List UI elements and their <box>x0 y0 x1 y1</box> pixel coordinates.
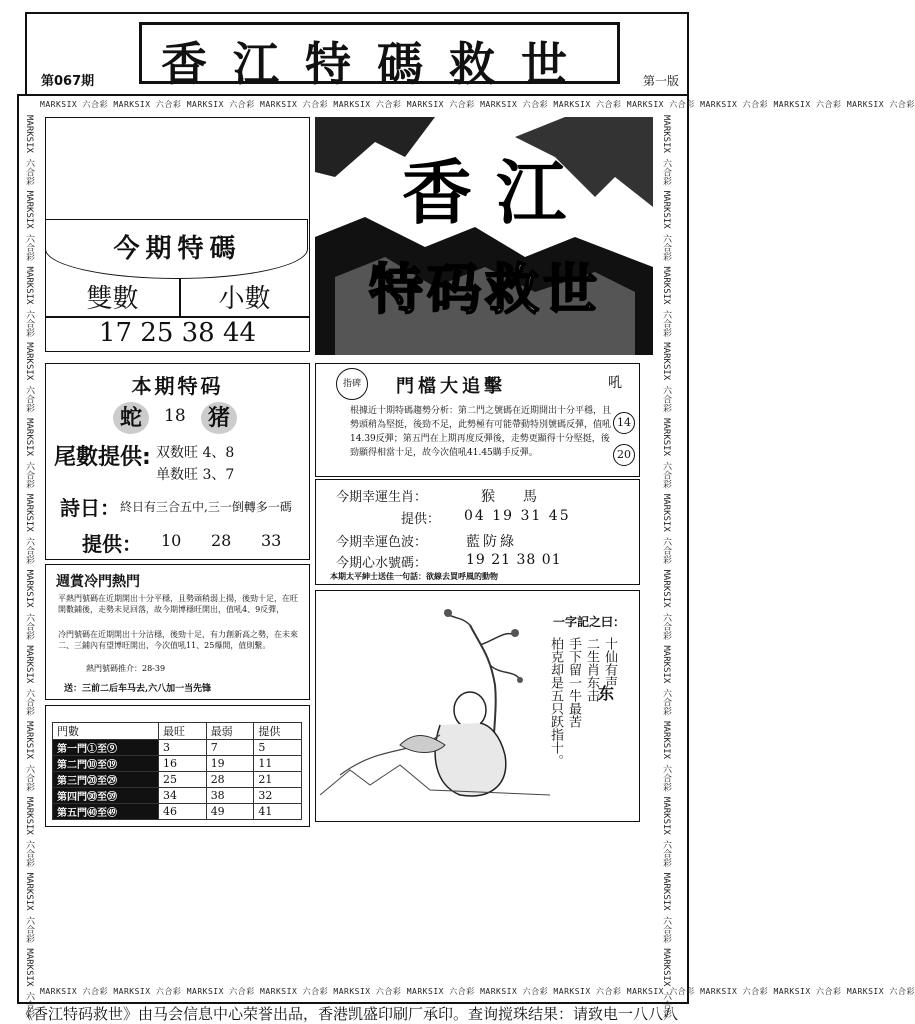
stats-header-min: 最弱 <box>206 723 254 740</box>
lucky-color-value: 藍防綠 <box>466 534 517 550</box>
edition-label: 第一版 <box>642 74 679 88</box>
table-cell-max: 3 <box>159 740 207 756</box>
stats-header-max: 最旺 <box>159 723 207 740</box>
masthead <box>25 12 689 96</box>
word-title: 一字記之曰： <box>552 615 625 629</box>
hotcold-text-3: 熱門號碼推介：28-39 <box>86 664 166 673</box>
poem-text: 終日有三合五中,三一倒轉多一碼 <box>120 500 292 514</box>
provide-num-1: 10 <box>161 531 182 550</box>
stats-header-pick: 提供 <box>254 723 302 740</box>
table-cell-max: 46 <box>159 804 207 820</box>
lucky-provide-value: 04 19 31 45 <box>464 508 571 524</box>
special-numbers: 17 25 38 44 <box>98 318 257 348</box>
word-char: 东 <box>598 684 615 703</box>
hotcold-title: 週賞冷門熱門 <box>56 574 140 590</box>
table-cell-min: 28 <box>206 772 254 788</box>
table-row <box>53 740 302 756</box>
zodiac-2: 猪 <box>201 402 237 434</box>
word-box <box>548 595 634 815</box>
zodiac-number: 18 <box>164 406 186 426</box>
stats-panel <box>45 705 310 827</box>
table-cell-pick: 21 <box>254 772 302 788</box>
gate-num-2: 20 <box>613 444 635 466</box>
table-cell-max: 16 <box>159 756 207 772</box>
zodiac-panel <box>45 363 310 560</box>
issue-number: 第067期 <box>41 74 95 89</box>
lucky-provide-label: 提供： <box>401 512 441 527</box>
lucky-color-label: 今期幸運色波： <box>336 535 428 550</box>
hotcold-panel <box>45 564 310 700</box>
table-cell-max: 34 <box>159 788 207 804</box>
special-panel <box>45 117 310 352</box>
gate-suffix: 吼 <box>608 375 622 391</box>
table-row <box>53 804 302 820</box>
tail-label: 尾數提供: <box>54 445 151 470</box>
table-cell-max: 25 <box>159 772 207 788</box>
illustration-panel <box>315 590 640 822</box>
top-marquee: MARKSIX 六合彩 MARKSIX 六合彩 MARKSIX 六合彩 MARKSIX 六合彩 MARKSIX 六合彩 MARKSIX 六合彩 MARKSIX 六合彩 MARKSIX 六合彩 MARKSIX 六合彩 MARKSIX 六合彩 MARKSIX 六合彩 MARKSIX 六合彩 <box>40 100 915 109</box>
special-col-left: 雙數 <box>86 284 139 314</box>
table-cell-pick: 11 <box>254 756 302 772</box>
zodiac-1: 蛇 <box>113 402 149 434</box>
table-row <box>53 772 302 788</box>
lucky-heart-label: 今期心水號碼： <box>336 556 428 571</box>
footer-text: 《香江特码救世》由马会信息中心荣誉出品，香港凯盛印刷厂承印。查询搅珠结果：请致电一八八八 <box>18 1005 679 1023</box>
table-cell-gate: 第四門㉚至㊴ <box>53 788 159 804</box>
lucky-zodiac-label: 今期幸運生肖： <box>336 490 428 505</box>
table-cell-min: 38 <box>206 788 254 804</box>
stats-table <box>52 722 302 820</box>
stats-header-row <box>53 723 302 740</box>
hotcold-send: 送：三前二后车马去,六八加一当先锋 <box>64 684 212 694</box>
masthead-title: 香江特碼救世 <box>161 37 593 91</box>
gate-title: 門檔大追擊 <box>396 376 506 397</box>
lucky-panel <box>315 479 640 585</box>
hotcold-text-2: 冷門號碼在近期開出十分沽穩，後勁十足，有力創新高之勢，在未來二、三鋪內有望博旺開出，今次值吼11、25爆開，值則繫。 <box>58 630 298 650</box>
logo-line1: 香 江 <box>401 152 567 234</box>
gate-num-1: 14 <box>613 412 635 434</box>
special-col-right: 小數 <box>218 284 271 314</box>
table-cell-gate: 第三門⑳至㉙ <box>53 772 159 788</box>
gate-panel <box>315 363 640 477</box>
table-row <box>53 788 302 804</box>
table-cell-gate: 第一門①至⑨ <box>53 740 159 756</box>
word-col-2: 二生肖东击 <box>584 637 599 702</box>
table-row <box>53 756 302 772</box>
table-cell-pick: 32 <box>254 788 302 804</box>
sage-illustration <box>320 595 550 815</box>
table-cell-gate: 第二門⑩至⑲ <box>53 756 159 772</box>
provide-label: 提供： <box>82 532 142 556</box>
gate-text: 根據近十期特碼趨勢分析：第二門之號碼在近期開出十分平穩，且勢頭稍為堅挺，後勁不足，此勢極有可能帶動特別號碼反彈，值吼14.39反彈；第五門在上期再度反彈後，走勢更顯得十分堅挺，後勁顯得相當十足，故今次值吼41.45購手反彈。 <box>350 406 612 458</box>
zodiac-title: 本期特码 <box>131 374 224 398</box>
tail-double: 双数旺 4、8 <box>156 445 235 461</box>
logo-panel <box>315 117 653 355</box>
provide-num-3: 33 <box>261 531 282 550</box>
word-col-3: 手下留一牛最苦 <box>566 637 581 728</box>
lucky-zodiac-value: 猴 馬 <box>481 489 537 505</box>
bottom-marquee: MARKSIX 六合彩 MARKSIX 六合彩 MARKSIX 六合彩 MARKSIX 六合彩 MARKSIX 六合彩 MARKSIX 六合彩 MARKSIX 六合彩 MARKSIX 六合彩 MARKSIX 六合彩 MARKSIX 六合彩 MARKSIX 六合彩 MARKSIX 六合彩 <box>40 987 915 996</box>
word-col-1: 十仙有声 <box>602 637 617 689</box>
provide-num-2: 28 <box>211 531 232 550</box>
left-marquee: MARKSIX 六合彩 MARKSIX 六合彩 MARKSIX 六合彩 MARKSIX 六合彩 MARKSIX 六合彩 MARKSIX 六合彩 MARKSIX 六合彩 MARKSIX 六合彩 MARKSIX 六合彩 MARKSIX 六合彩 MARKSIX 六合彩 MARKSIX 六合彩 <box>24 115 34 1019</box>
right-marquee: MARKSIX 六合彩 MARKSIX 六合彩 MARKSIX 六合彩 MARKSIX 六合彩 MARKSIX 六合彩 MARKSIX 六合彩 MARKSIX 六合彩 MARKSIX 六合彩 MARKSIX 六合彩 MARKSIX 六合彩 MARKSIX 六合彩 MARKSIX 六合彩 <box>661 115 671 1019</box>
lucky-heart-value: 19 21 38 01 <box>466 552 562 568</box>
special-title: 今期特碼 <box>113 234 242 264</box>
table-cell-pick: 5 <box>254 740 302 756</box>
poem-label: 詩日： <box>60 496 120 520</box>
logo-line2: 特码救世 <box>369 258 601 321</box>
table-cell-pick: 41 <box>254 804 302 820</box>
gate-badge: 指碑 <box>336 368 368 400</box>
table-cell-min: 49 <box>206 804 254 820</box>
tail-single: 单数旺 3、7 <box>156 467 235 483</box>
hotcold-text-1: 平熱門號碼在近期開出十分平穩，且勢頭稍弱上揚，後勁十足，在旺開數鋪後，走勢未見回落，故今期博穩旺開出，值吼4、9反彈， <box>58 594 298 614</box>
stats-header-gate: 門數 <box>53 723 159 740</box>
table-cell-gate: 第五門㊵至㊾ <box>53 804 159 820</box>
word-col-4: 柏克却是五只跃指十。 <box>548 637 563 767</box>
lucky-footer: 本期太平紳士送佳一句話：欲線去買呼風的動物 <box>330 571 498 581</box>
table-cell-min: 7 <box>206 740 254 756</box>
table-cell-min: 19 <box>206 756 254 772</box>
